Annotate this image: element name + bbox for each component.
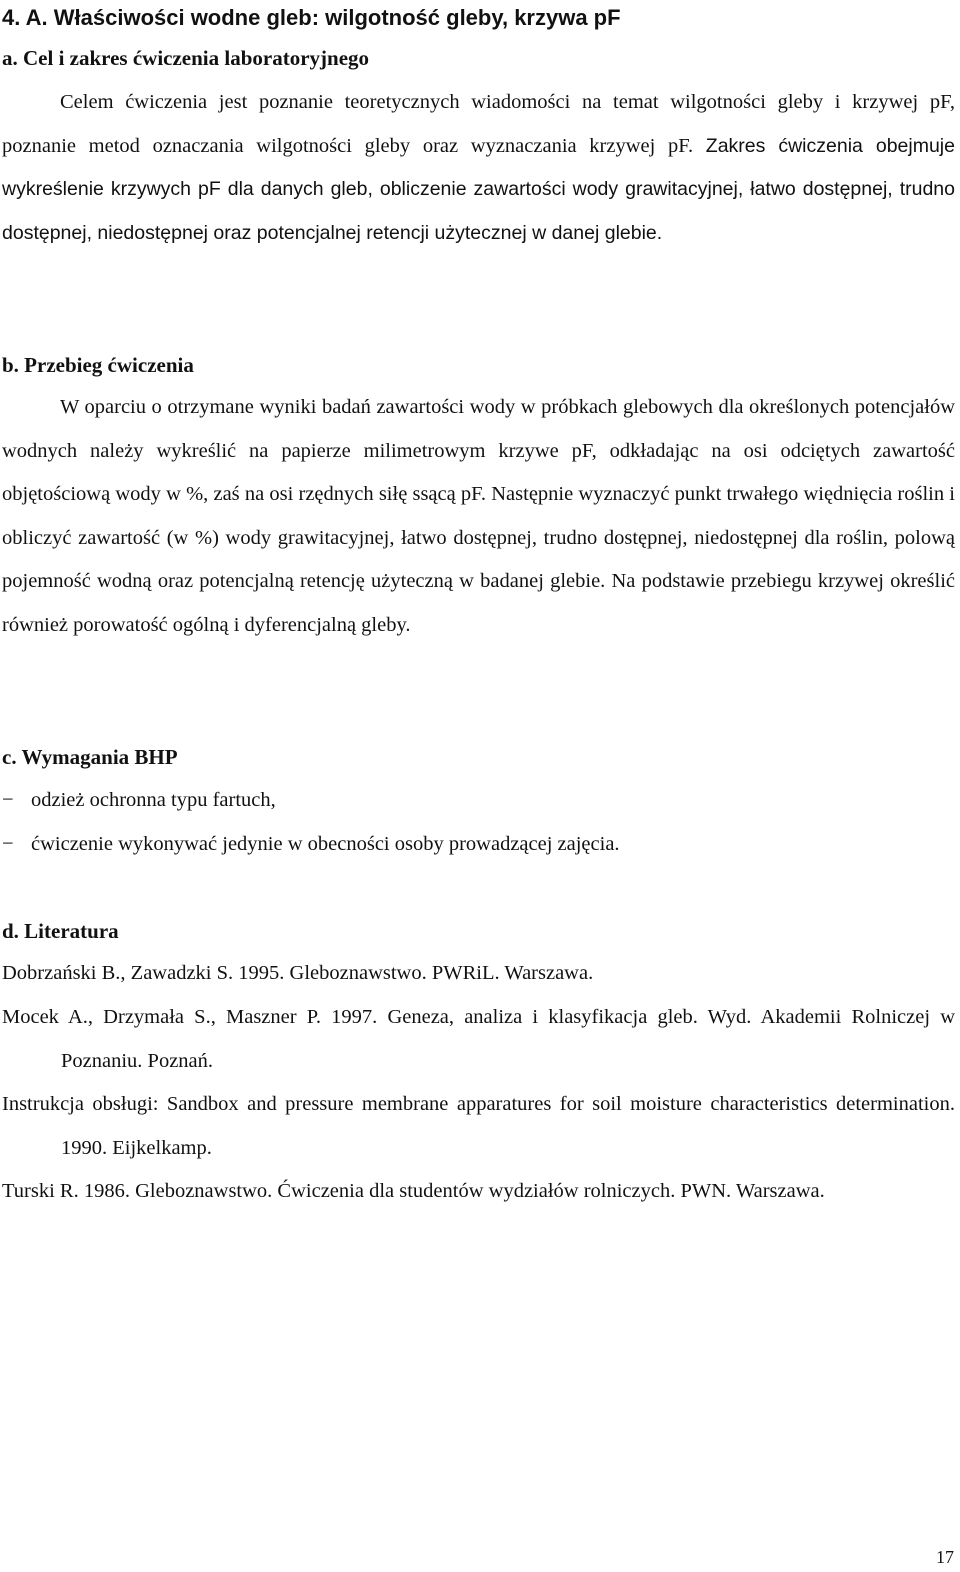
section-b-text: W oparciu o otrzymane wyniki badań zawartości wody w próbkach glebowych dla określonych potencjałów wodnych należy wykreślić na papierze milimetrowym krzywe pF, odkładając na osi odciętych zawartość objętościową wody w %, zaś na osi rzędnych siłę ssącą pF. Następnie wyznaczyć punkt trwałego więdnięcia roślin i obliczyć zawartość (w %) wody grawitacyjnej, łatwo dostępnej, trudno dostępnej, niedostępnej dla roślin, polową pojemność wodną oraz potencjalną retencję użyteczną w badanej glebie. Na podstawie przebiegu krzywej określić również porowatość ogólną i dyferencjalną gleby.	[2, 396, 955, 636]
list-dash: −	[2, 789, 14, 811]
reference-item: Mocek A., Drzymała S., Maszner P. 1997. Geneza, analiza i klasyfikacja gleb. Wyd. Akademii Rolniczej w Poznaniu. Poznań.	[2, 1006, 955, 1072]
reference-item: Dobrzański B., Zawadzki S. 1995. Gleboznawstwo. PWRiL. Warszawa.	[2, 962, 594, 984]
section-d-title: d. Literatura	[2, 919, 119, 943]
section-b-title: b. Przebieg ćwiczenia	[2, 353, 194, 377]
list-item-text: ćwiczenie wykonywać jedynie w obecności osoby prowadzącej zajęcia.	[31, 833, 620, 855]
list-item-text: odzież ochronna typu fartuch,	[31, 789, 276, 811]
section-a-paragraph	[2, 81, 955, 255]
section-c-title: c. Wymagania BHP	[2, 745, 178, 769]
list-item	[2, 785, 952, 815]
chapter-heading: 4. A. Właściwości wodne gleb: wilgotność gleby, krzywa pF	[2, 5, 621, 30]
section-a-goal-text: Celem ćwiczenia jest poznanie teoretycznych wiadomości na temat wilgotności gleby i krzywej pF, poznanie metod oznaczania wilgotności gleby oraz wyznaczania krzywej pF.	[2, 91, 955, 157]
list-item	[2, 829, 952, 859]
section-a-scope-text: Zakres ćwiczenia obejmuje wykreślenie krzywych pF dla danych gleb, obliczenie zawartości wody grawitacyjnej, łatwo dostępnej, trudno dostępnej, niedostępnej oraz potencjalnej retencji użytecznej w danej glebie.	[2, 134, 955, 244]
section-b-paragraph	[2, 386, 955, 648]
reference-item: Turski R. 1986. Gleboznawstwo. Ćwiczenia dla studentów wydziałów rolniczych. PWN. Warszawa.	[2, 1180, 825, 1202]
reference-item: Instrukcja obsługi: Sandbox and pressure membrane apparatures for soil moisture characteristics determination. 1990. Eijkelkamp.	[2, 1093, 955, 1159]
page-number: 17	[936, 1547, 954, 1567]
section-a-title: a. Cel i zakres ćwiczenia laboratoryjnego	[2, 46, 370, 70]
list-dash: −	[2, 833, 14, 855]
